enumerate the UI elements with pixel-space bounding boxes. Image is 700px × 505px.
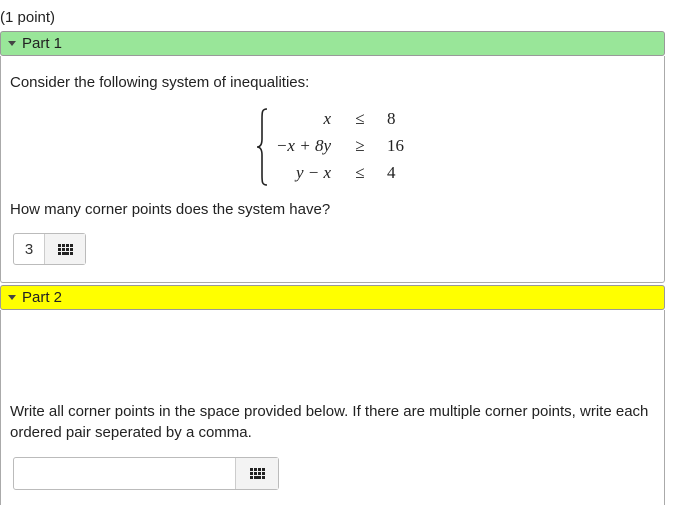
inequality-system: [256, 107, 426, 187]
part1-question: How many corner points does the system have?: [10, 201, 331, 218]
inequality-relation: ≥: [355, 136, 365, 155]
inequality-relation: ≤: [355, 109, 365, 128]
keypad-icon: [250, 468, 265, 479]
inequality-row: [256, 134, 426, 160]
inequality-relation: ≤: [355, 163, 365, 182]
corner-count-value[interactable]: 3: [14, 234, 45, 264]
caret-down-icon: [8, 41, 16, 46]
inequality-lhs: −x + 8y: [275, 136, 331, 155]
part1-body: [0, 56, 665, 283]
part2-header[interactable]: [0, 285, 665, 310]
inequality-rhs: 16: [387, 136, 404, 155]
part2-body: [0, 310, 665, 505]
keypad-icon: [58, 244, 73, 255]
inequality-rhs: 8: [387, 109, 396, 128]
caret-down-icon: [8, 295, 16, 300]
inequality-lhs: y − x: [295, 163, 331, 182]
corner-points-input[interactable]: [14, 458, 236, 489]
part1-prompt: Consider the following system of inequalities:: [10, 74, 310, 91]
part1-title: Part 1: [22, 35, 63, 52]
part2-title: Part 2: [22, 289, 63, 306]
points-label: (1 point): [0, 9, 56, 26]
inequality-row: [256, 161, 426, 187]
inequality-rhs: 4: [387, 163, 396, 182]
inequality-lhs: x: [323, 109, 331, 128]
keypad-button[interactable]: [236, 458, 278, 489]
keypad-button[interactable]: [45, 234, 85, 264]
corner-count-answer[interactable]: [13, 233, 86, 265]
part1-header[interactable]: [0, 31, 665, 56]
corner-points-answer[interactable]: [13, 457, 279, 490]
inequality-row: [256, 107, 426, 133]
part2-instruction: Write all corner points in the space provided below. If there are multiple corner points, write each ordered pair seperated by a comma.: [10, 403, 649, 441]
